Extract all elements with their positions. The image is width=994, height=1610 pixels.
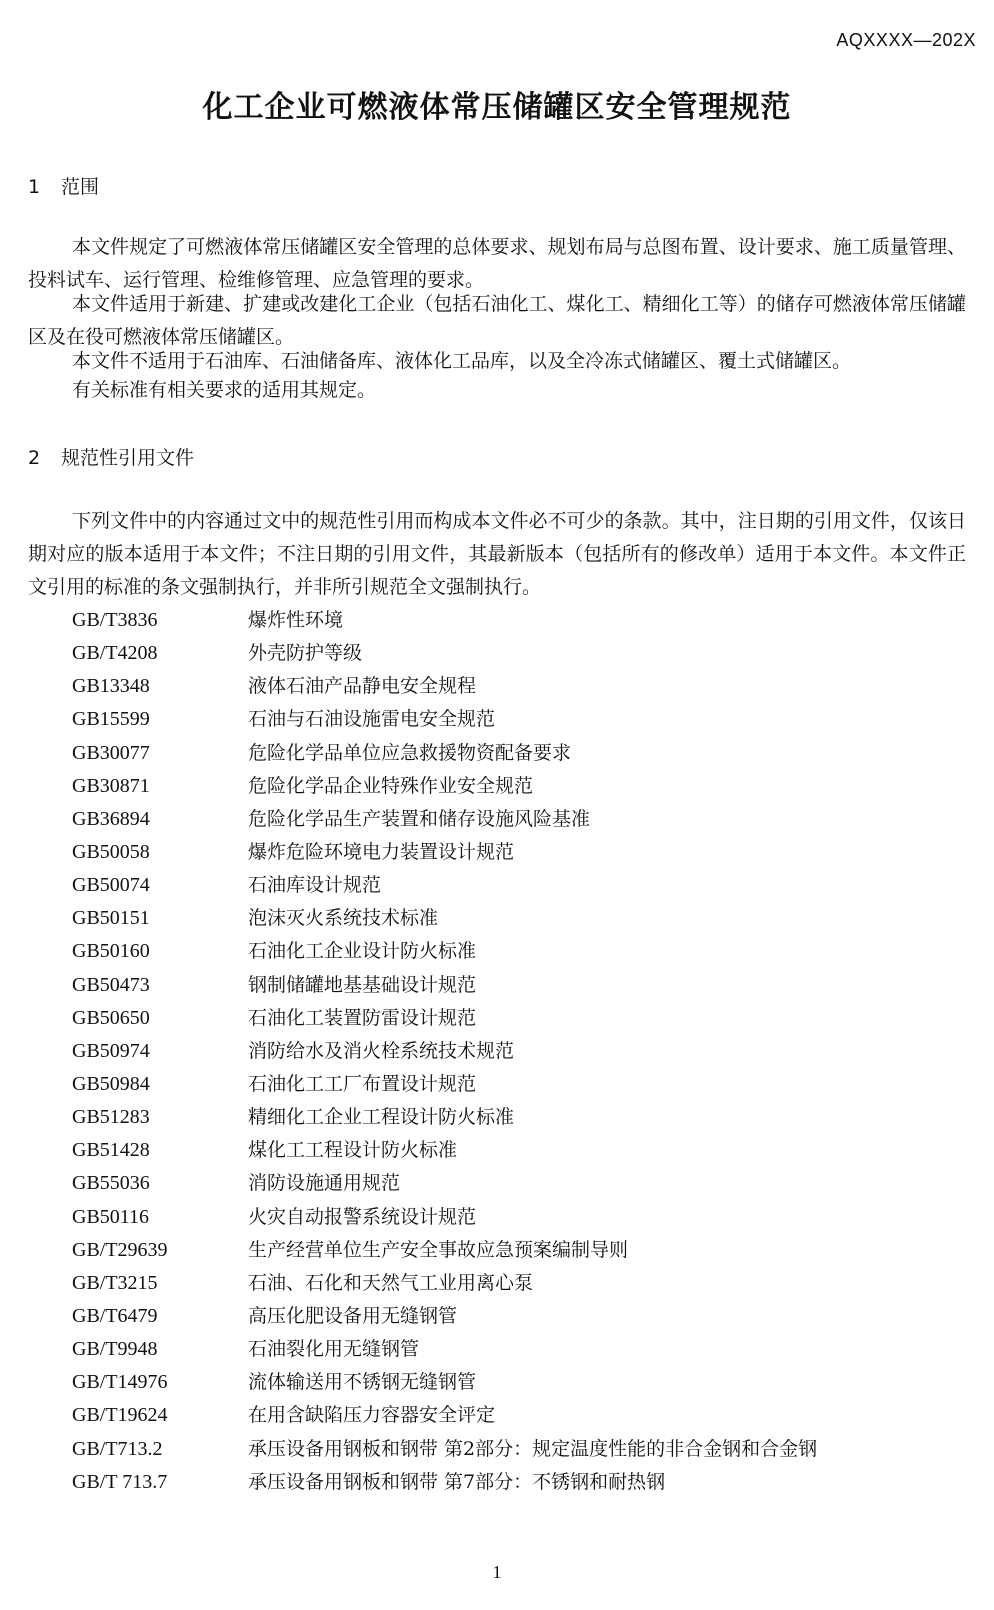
reference-item [72, 1035, 972, 1068]
reference-code: GB50160 [72, 940, 150, 963]
reference-title: 爆炸性环境 [248, 609, 344, 631]
reference-title: 流体输送用不锈钢无缝钢管 [248, 1371, 477, 1394]
reference-item [72, 902, 972, 935]
reference-item [72, 1466, 972, 1499]
reference-item [72, 803, 972, 836]
reference-title: 石油与石油设施雷电安全规范 [248, 708, 496, 731]
reference-title: 消防给水及消火栓系统技术规范 [248, 1039, 515, 1062]
reference-title: 消防设施通用规范 [248, 1172, 401, 1195]
reference-code: GB50984 [72, 1072, 150, 1095]
reference-code: GB50974 [72, 1039, 150, 1062]
scope-paragraph-4: 有关标准有相关要求的适用其规定。 [72, 379, 377, 401]
reference-item [72, 969, 972, 1002]
reference-item [72, 869, 972, 902]
reference-title: 承压设备用钢板和钢带 第7部分：不锈钢和耐热钢 [248, 1470, 666, 1493]
section-number: 2 [28, 447, 41, 469]
reference-title: 液体石油产品静电安全规程 [248, 675, 477, 698]
section-title: 规范性引用文件 [61, 447, 195, 469]
reference-code: GB/T6479 [72, 1304, 158, 1327]
reference-title: 精细化工企业工程设计防火标准 [248, 1106, 515, 1129]
reference-code: GB/T3836 [72, 609, 158, 631]
scope-paragraph-2: 本文件适用于新建、扩建或改建化工企业（包括石油化工、煤化工、精细化工等）的储存可燃液体常压储罐区及在役可燃液体常压储罐区。 [28, 293, 966, 348]
reference-item [72, 1101, 972, 1134]
reference-title: 火灾自动报警系统设计规范 [248, 1205, 477, 1228]
reference-item [72, 1433, 972, 1466]
reference-item [72, 637, 972, 670]
reference-item [72, 670, 972, 703]
reference-title: 泡沫灭火系统技术标准 [248, 907, 439, 930]
reference-code: GB/T29639 [72, 1238, 168, 1261]
reference-code: GB50473 [72, 973, 150, 996]
reference-item [72, 1333, 972, 1366]
reference-title: 煤化工工程设计防火标准 [248, 1139, 458, 1162]
reference-code: GB51428 [72, 1139, 150, 1162]
reference-title: 生产经营单位生产安全事故应急预案编制导则 [248, 1238, 629, 1261]
reference-item [72, 1366, 972, 1399]
reference-title: 石油裂化用无缝钢管 [248, 1338, 420, 1361]
reference-code: GB/T 713.7 [72, 1470, 168, 1493]
reference-code: GB/T14976 [72, 1371, 168, 1394]
reference-title: 危险化学品企业特殊作业安全规范 [248, 774, 534, 797]
reference-title: 石油化工工厂布置设计规范 [248, 1072, 477, 1095]
reference-item [72, 1002, 972, 1035]
reference-title: 高压化肥设备用无缝钢管 [248, 1304, 458, 1327]
section-number: 1 [28, 176, 41, 198]
reference-code: GB/T4208 [72, 642, 158, 665]
reference-title: 石油库设计规范 [248, 874, 382, 897]
reference-item [72, 1068, 972, 1101]
reference-title: 石油化工装置防雷设计规范 [248, 1006, 477, 1029]
reference-code: GB13348 [72, 675, 150, 698]
reference-item [72, 737, 972, 770]
reference-title: 危险化学品生产装置和储存设施风险基准 [248, 807, 591, 830]
reference-item [72, 604, 972, 637]
reference-item [72, 1267, 972, 1300]
reference-code: GB15599 [72, 708, 150, 731]
reference-title: 石油、石化和天然气工业用离心泵 [248, 1271, 534, 1294]
reference-item [72, 1201, 972, 1234]
document-code: AQXXXX—202X [836, 30, 976, 50]
scope-paragraph-1: 本文件规定了可燃液体常压储罐区安全管理的总体要求、规划布局与总图布置、设计要求、施工质量管理、投料试车、运行管理、检维修管理、应急管理的要求。 [28, 236, 966, 291]
reference-item [72, 1399, 972, 1432]
page-number: 1 [492, 1562, 502, 1582]
reference-item [72, 770, 972, 803]
reference-title: 钢制储罐地基基础设计规范 [248, 973, 477, 996]
reference-item [72, 1300, 972, 1333]
reference-code: GB55036 [72, 1172, 150, 1195]
reference-code: GB/T19624 [72, 1404, 168, 1427]
reference-code: GB50074 [72, 874, 150, 897]
reference-item [72, 1234, 972, 1267]
reference-item [72, 836, 972, 869]
reference-title: 外壳防护等级 [248, 642, 363, 665]
references-intro-paragraph: 下列文件中的内容通过文中的规范性引用而构成本文件必不可少的条款。其中，注日期的引用文件，仅该日期对应的版本适用于本文件；不注日期的引用文件，其最新版本（包括所有的修改单）适用于本文件。本文件正文引用的标准的条文强制执行，并非所引规范全文强制执行。 [28, 510, 966, 598]
reference-code: GB30871 [72, 774, 150, 797]
section-title: 范围 [61, 176, 100, 198]
reference-code: GB50650 [72, 1006, 150, 1029]
reference-code: GB50058 [72, 840, 150, 863]
reference-code: GB36894 [72, 807, 150, 830]
reference-title: 危险化学品单位应急救援物资配备要求 [248, 741, 572, 764]
reference-list [72, 604, 972, 1499]
reference-item [72, 935, 972, 968]
reference-title: 石油化工企业设计防火标准 [248, 940, 477, 963]
reference-item [72, 1134, 972, 1167]
page-title: 化工企业可燃液体常压储罐区安全管理规范 [202, 90, 792, 125]
section-2-heading [28, 443, 194, 470]
reference-code: GB/T9948 [72, 1338, 158, 1361]
reference-title: 承压设备用钢板和钢带 第2部分：规定温度性能的非合金钢和合金钢 [248, 1437, 818, 1460]
reference-code: GB50116 [72, 1205, 150, 1228]
reference-code: GB50151 [72, 907, 150, 930]
reference-title: 爆炸危险环境电力装置设计规范 [248, 840, 515, 863]
reference-code: GB/T713.2 [72, 1437, 163, 1460]
reference-title: 在用含缺陷压力容器安全评定 [248, 1404, 496, 1427]
reference-code: GB51283 [72, 1106, 150, 1129]
reference-code: GB30077 [72, 741, 150, 764]
scope-paragraph-3: 本文件不适用于石油库、石油储备库、液体化工品库，以及全冷冻式储罐区、覆土式储罐区。 [72, 350, 852, 372]
reference-code: GB/T3215 [72, 1271, 158, 1294]
reference-item [72, 703, 972, 736]
reference-item [72, 1167, 972, 1200]
section-1-heading [28, 172, 99, 199]
